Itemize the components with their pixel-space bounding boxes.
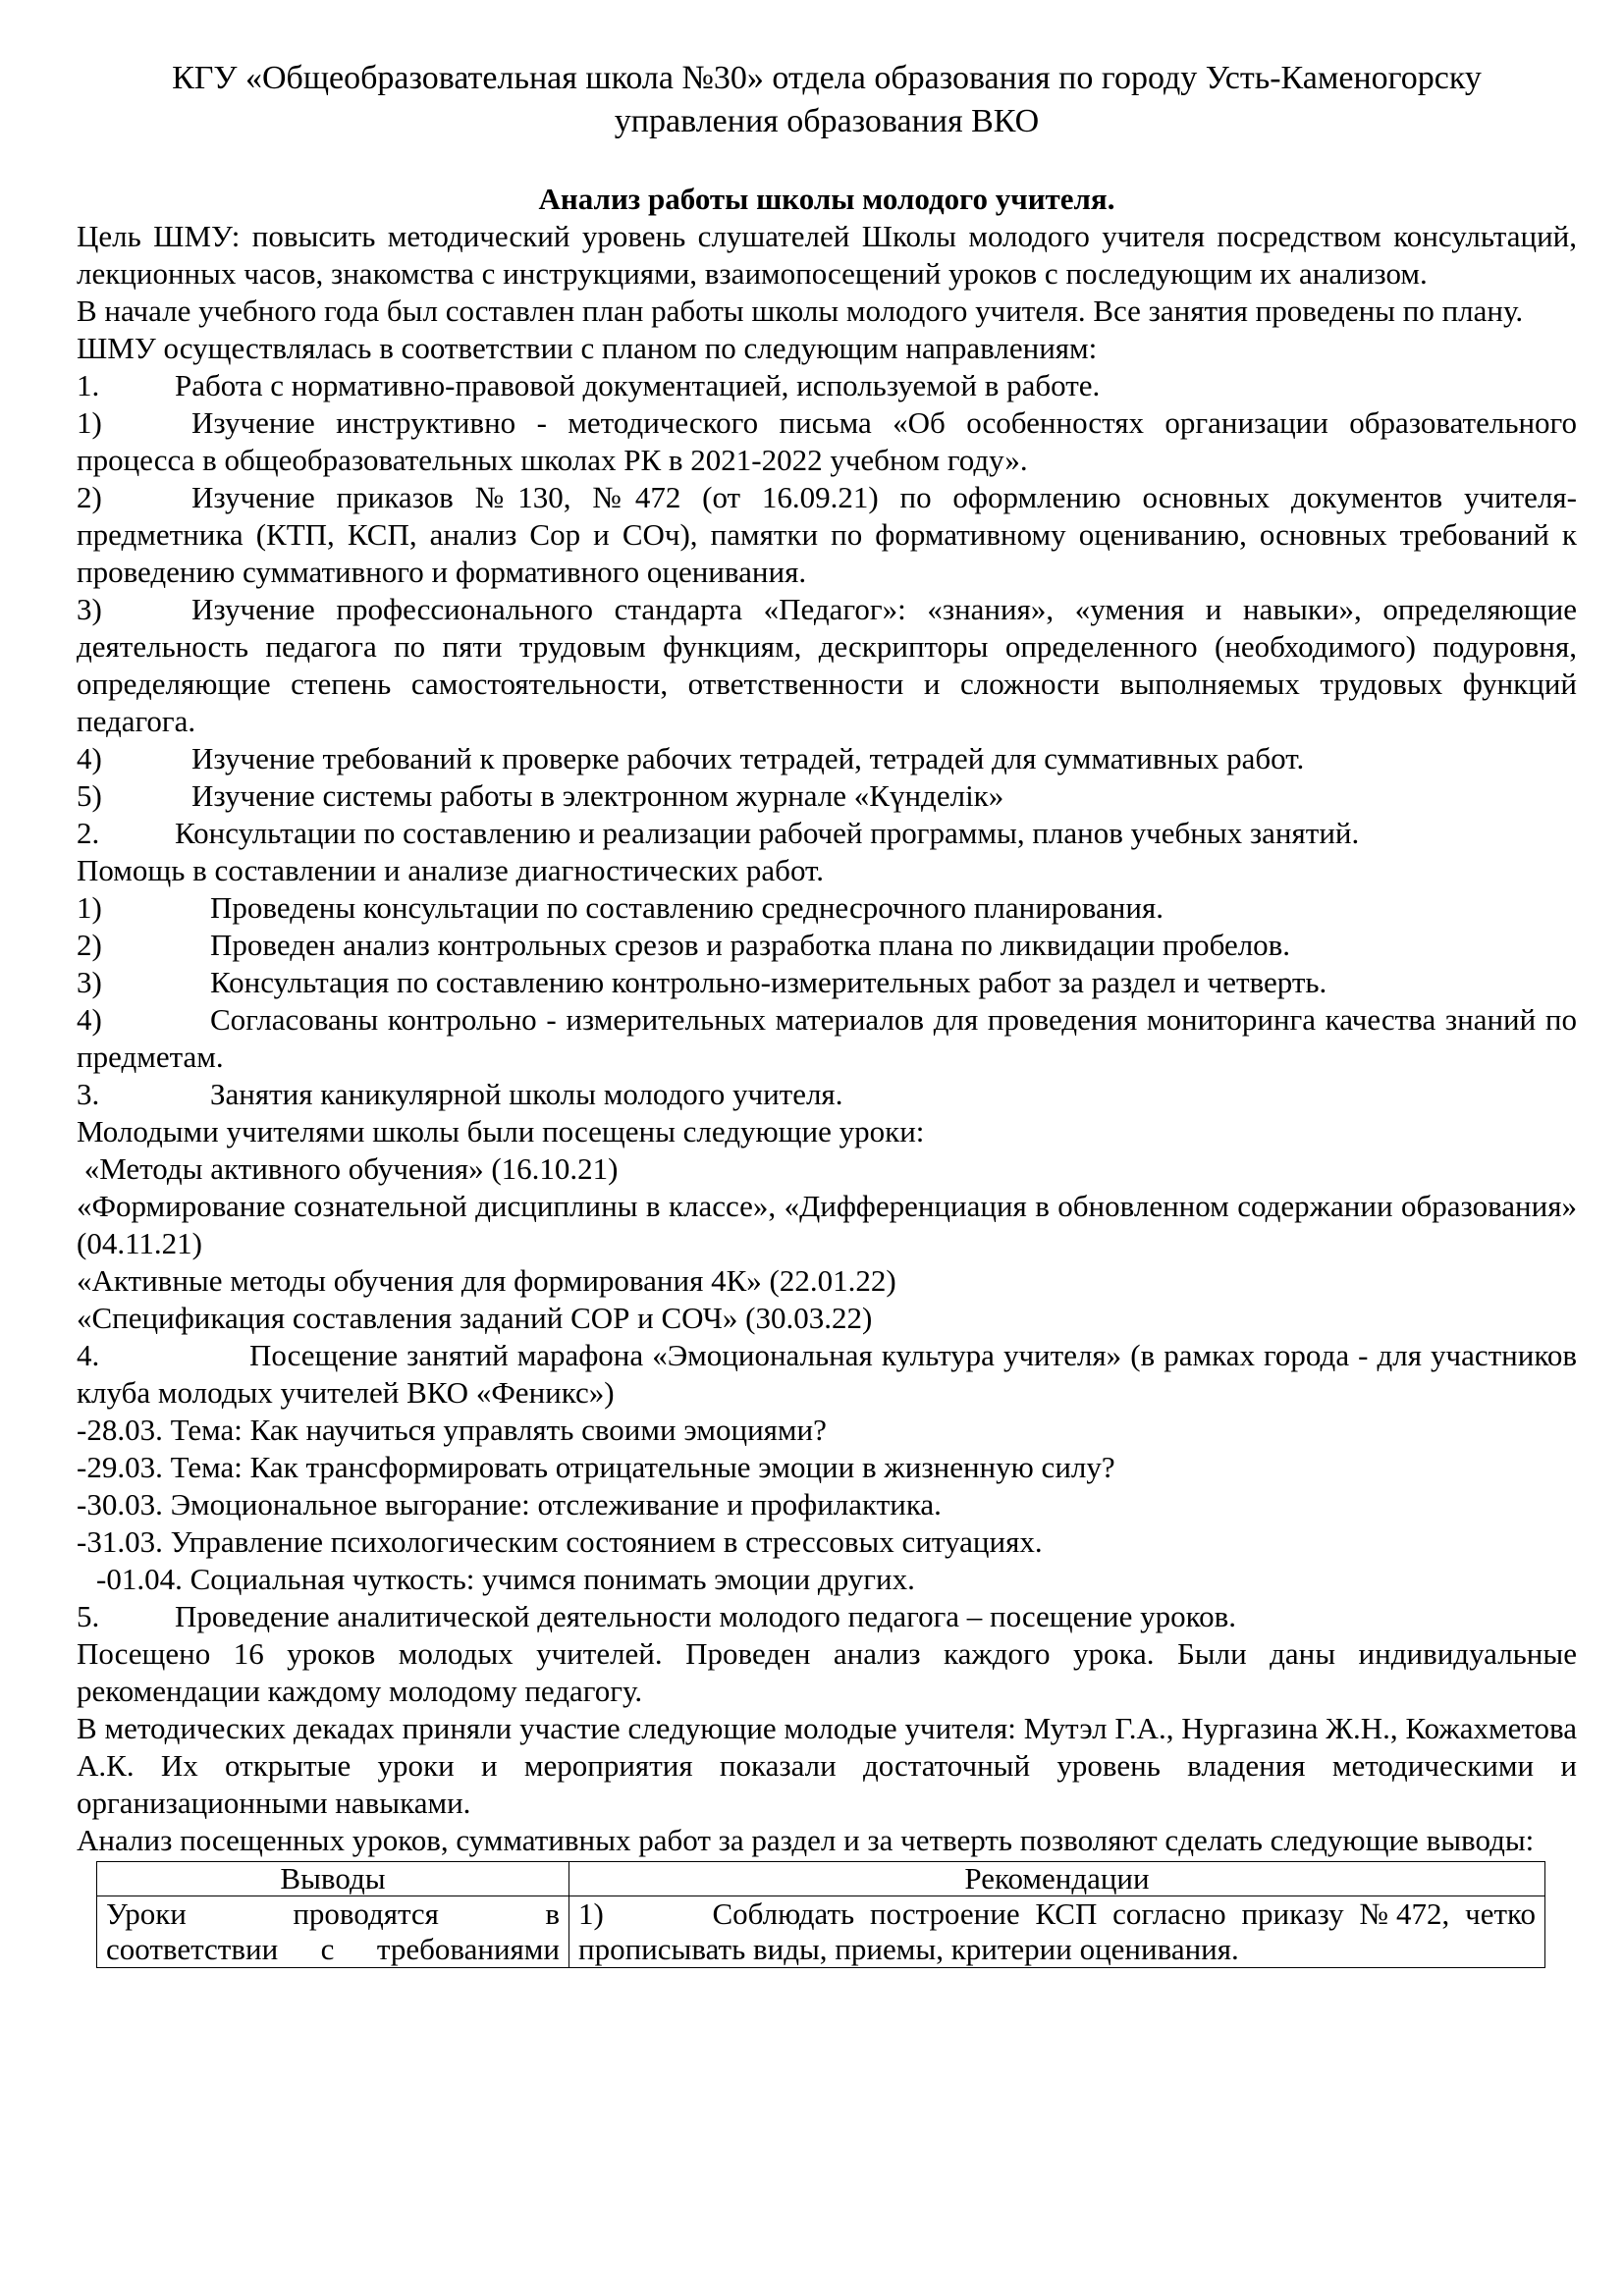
section-number: 5. [77,1599,100,1633]
list-item [77,964,1577,1001]
marathon-topic: -28.03. Тема: Как научиться управлять своими эмоциями? [77,1413,827,1447]
list-item [77,479,1577,591]
header-line-1: КГУ «Общеобразовательная школа №30» отдела образования по городу Усть-Каменогорску [172,60,1482,96]
goal-paragraph: Цель ШМУ: повысить методический уровень слушателей Школы молодого учителя посредством консультаций, лекционных часов, знакомства с инструкциями, взаимопосещений уроков с последующим их анализом. [77,219,1577,291]
marathon-topic: -29.03. Тема: Как трансформировать отрицательные эмоции в жизненную силу? [77,1450,1115,1484]
section-number: 1. [77,368,100,402]
lesson-item: «Спецификация составления заданий СОР и СОЧ» (30.03.22) [77,1301,873,1335]
item-text: Изучение приказов №130, №472 (от 16.09.21) по оформлению основных документов учителя-предметника (КТП, КСП, анализ Сор и СОч), памятки по формативному оцениванию, основных требований к проведению суммативного и формативного оценивания. [77,480,1577,589]
section-text: Работа с нормативно-правовой документацией, используемой в работе. [175,368,1101,402]
table-cell-recommendation: 1) Соблюдать построение КСП согласно приказу №472, четко прописывать виды, приемы, критерии оценивания. [569,1896,1545,1968]
item-number: 1) [77,890,102,925]
item-text: Изучение системы работы в электронном журнале «Күнделік» [191,778,1004,813]
section-text: Занятия каникулярной школы молодого учителя. [210,1077,843,1111]
visited-lessons-intro: Молодыми учителями школы были посещены следующие уроки: [77,1114,925,1148]
table-row [97,1896,1545,1968]
school-header [77,57,1577,143]
directions-paragraph: ШМУ осуществлялась в соответствии с планом по следующим направлениям: [77,331,1098,365]
item-number: 3) [77,592,102,626]
plan-paragraph: В начале учебного года был составлен план работы школы молодого учителя. Все занятия проведены по плану. [77,294,1524,328]
item-number: 3) [77,965,102,999]
lesson-item: «Формирование сознательной дисциплины в классе», «Дифференциация в обновленном содержании образования» (04.11.21) [77,1189,1577,1260]
list-item [77,1001,1577,1076]
section-text: Проведение аналитической деятельности молодого педагога – посещение уроков. [175,1599,1237,1633]
conclusions-table [96,1861,1545,1968]
item-text: Проведены консультации по составлению среднесрочного планирования. [210,890,1164,925]
table-cell-conclusion [97,1896,569,1968]
section-1-heading [77,367,1577,404]
section-3-heading [77,1076,1577,1113]
lessons-visited-paragraph: Посещено 16 уроков молодых учителей. Проведен анализ каждого урока. Были даны индивидуальные рекомендации каждому молодому педагогу. [77,1636,1577,1708]
section-text: Посещение занятий марафона «Эмоциональная культура учителя» (в рамках города - для участников клуба молодых учителей ВКО «Феникс») [77,1338,1577,1410]
cell-line: соответствии с требованиями [106,1932,560,1966]
list-item [77,889,1577,927]
section-number: 4. [77,1338,100,1372]
cell-line: Уроки проводятся в [106,1896,560,1931]
table-header-conclusions: Выводы [97,1862,569,1896]
item-text: Консультация по составлению контрольно-измерительных работ за раздел и четверть. [210,965,1327,999]
list-item [77,927,1577,964]
section-4-heading [77,1337,1577,1412]
list-item [77,591,1577,740]
table-header-row [97,1862,1545,1896]
item-text: Изучение инструктивно - методического письма «Об особенностях организации образовательного процесса в общеобразовательных школах РК в 2021-2022 учебном году». [77,405,1577,477]
section-2-subtitle: Помощь в составлении и анализе диагностических работ. [77,853,825,887]
section-number: 3. [77,1077,100,1111]
item-text: Изучение профессионального стандарта «Педагог»: «знания», «умения и навыки», определяющие деятельность педагога по пяти трудовым функциям, дескрипторы определенного (необходимого) подуровня, определяющие степень самостоятельности, ответственности и сложности выполняемых трудовых функций педагога. [77,592,1577,738]
methodical-decades-paragraph: В методических декадах приняли участие следующие молодые учителя: Мутэл Г.А., Нургазина Ж.Н., Кожахметова А.К. Их открытые уроки и мероприятия показали достаточный уровень владения методическими и организационными навыками. [77,1711,1577,1820]
marathon-topic: -30.03. Эмоциональное выгорание: отслеживание и профилактика. [77,1487,942,1522]
item-number: 2) [77,480,102,514]
section-5-heading [77,1598,1577,1635]
section-text: Консультации по составлению и реализации рабочей программы, планов учебных занятий. [175,816,1360,850]
document-title: Анализ работы школы молодого учителя. [538,182,1115,216]
lesson-item: «Методы активного обучения» (16.10.21) [77,1151,619,1186]
item-number: 2) [77,928,102,962]
item-text: Согласованы контрольно - измерительных материалов для проведения мониторинга качества знаний по предметам. [77,1002,1577,1074]
list-item [77,740,1577,777]
header-line-2: управления образования ВКО [614,103,1040,139]
marathon-topic: -31.03. Управление психологическим состоянием в стрессовых ситуациях. [77,1524,1043,1559]
section-2-heading [77,815,1577,852]
item-number: 4) [77,741,102,775]
table-header-recommendations: Рекомендации [569,1862,1545,1896]
item-number: 4) [77,1002,102,1037]
item-text: Изучение требований к проверке рабочих тетрадей, тетрадей для суммативных работ. [191,741,1305,775]
list-item [77,404,1577,479]
document-page [77,57,1577,1968]
conclusions-intro-paragraph: Анализ посещенных уроков, суммативных работ за раздел и за четверть позволяют сделать следующие выводы: [77,1823,1535,1857]
item-number: 5) [77,778,102,813]
lesson-item: «Активные методы обучения для формирования 4К» (22.01.22) [77,1263,896,1298]
item-number: 1) [77,405,102,440]
list-item [77,777,1577,815]
marathon-topic: -01.04. Социальная чуткость: учимся понимать эмоции других. [96,1562,915,1596]
section-number: 2. [77,816,100,850]
item-text: Проведен анализ контрольных срезов и разработка плана по ликвидации пробелов. [210,928,1291,962]
